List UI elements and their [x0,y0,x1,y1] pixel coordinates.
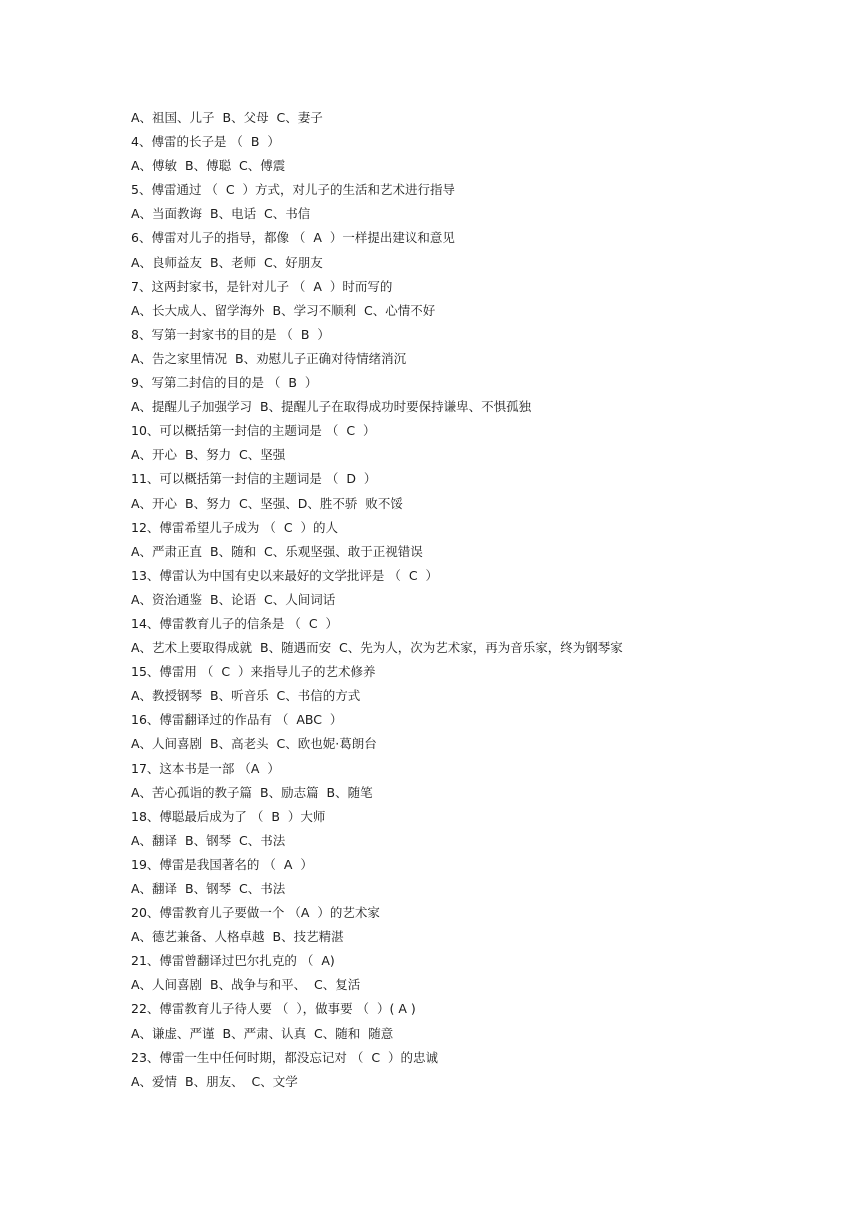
question-line: 12、傅雷希望儿子成为 （ C ）的人 [131,519,339,535]
options-line: A、翻译 B、钢琴 C、书法 [131,832,286,848]
options-line: A、教授钢琴 B、听音乐 C、书信的方式 [131,688,361,704]
options-line: A、翻译 B、钢琴 C、书法 [131,881,286,896]
question-line: 21、傅雷曾翻译过巴尔扎克的 （ A) [131,953,335,969]
options-line: A、傅敏 B、傅聪 C、傅震 [131,158,286,174]
question-line: 6、傅雷对儿子的指导，都像 （ A ）一样提出建议和意见 [131,230,455,246]
question-line: 7、这两封家书，是针对儿子 （ A ）时而写的 [131,278,393,294]
question-line: 17、这本书是一部 （A ） [131,760,280,776]
question-line: 16、傅雷翻译过的作品有 （ ABC ） [131,712,343,728]
question-line: 23、傅雷一生中任何时期，都没忘记对 （ C ）的忠诚 [131,1049,439,1065]
question-line: 11、可以概括第一封信的主题词是 （ D ） [131,471,377,487]
options-line: A、德艺兼备、人格卓越 B、技艺精湛 [131,929,344,945]
options-line: A、提醒儿子加强学习 B、提醒儿子在取得成功时要保持谦卑、不惧孤独 [131,399,532,415]
options-line: A、人间喜剧 B、高老头 C、欧也妮·葛朗台 [131,736,377,752]
question-line: 20、傅雷教育儿子要做一个 （A ）的艺术家 [131,905,380,921]
options-line: A、良师益友 B、老师 C、好朋友 [131,254,323,270]
text-line: A、祖国、儿子 B、父母 C、妻子 [131,110,323,125]
options-line: A、人间喜剧 B、战争与和平、 C、复活 [131,977,361,993]
question-line: 10、可以概括第一封信的主题词是 （ C ） [131,423,376,439]
options-line: A、苦心孤诣的教子篇 B、励志篇 B、随笔 [131,784,373,800]
question-line: 14、傅雷教育儿子的信条是 （ C ） [131,615,339,631]
options-line: A、当面教诲 B、电话 C、书信 [131,206,311,222]
document-body [131,106,831,1094]
question-line: 15、傅雷用 （ C ）来指导儿子的艺术修养 [131,664,376,680]
question-line: 9、写第二封信的目的是 （ B ） [131,375,318,391]
question-line: 19、傅雷是我国著名的 （ A ） [131,856,313,872]
question-line: 5、傅雷通过 （ C ）方式，对儿子的生活和艺术进行指导 [131,182,456,198]
question-line: 13、傅雷认为中国有史以来最好的文学批评是 （ C ） [131,567,439,583]
question-line: 22、傅雷教育儿子待人要 （ ），做事要 （ ）( A ) [131,1001,416,1017]
options-line: A、谦虚、严谨 B、严肃、认真 C、随和 随意 [131,1025,394,1041]
question-line: 8、写第一封家书的目的是 （ B ） [131,326,330,342]
question-line: 4、傅雷的长子是 （ B ） [131,134,280,150]
options-line: A、资治通鉴 B、论语 C、人间词话 [131,591,336,607]
options-line: A、告之家里情况 B、劝慰儿子正确对待情绪消沉 [131,350,407,366]
options-line: A、长大成人、留学海外 B、学习不顺利 C、心情不好 [131,302,436,318]
question-line: 18、傅聪最后成为了 （ B ）大师 [131,808,326,824]
options-line: A、开心 B、努力 C、坚强、D、胜不骄 败不馁 [131,495,403,511]
options-line: A、爱情 B、朋友、 C、文学 [131,1073,298,1089]
options-line: A、艺术上要取得成就 B、随遇而安 C、先为人，次为艺术家，再为音乐家，终为钢琴家 [131,640,623,656]
options-line: A、开心 B、努力 C、坚强 [131,447,286,463]
options-line: A、严肃正直 B、随和 C、乐观坚强、敢于正视错误 [131,543,423,559]
